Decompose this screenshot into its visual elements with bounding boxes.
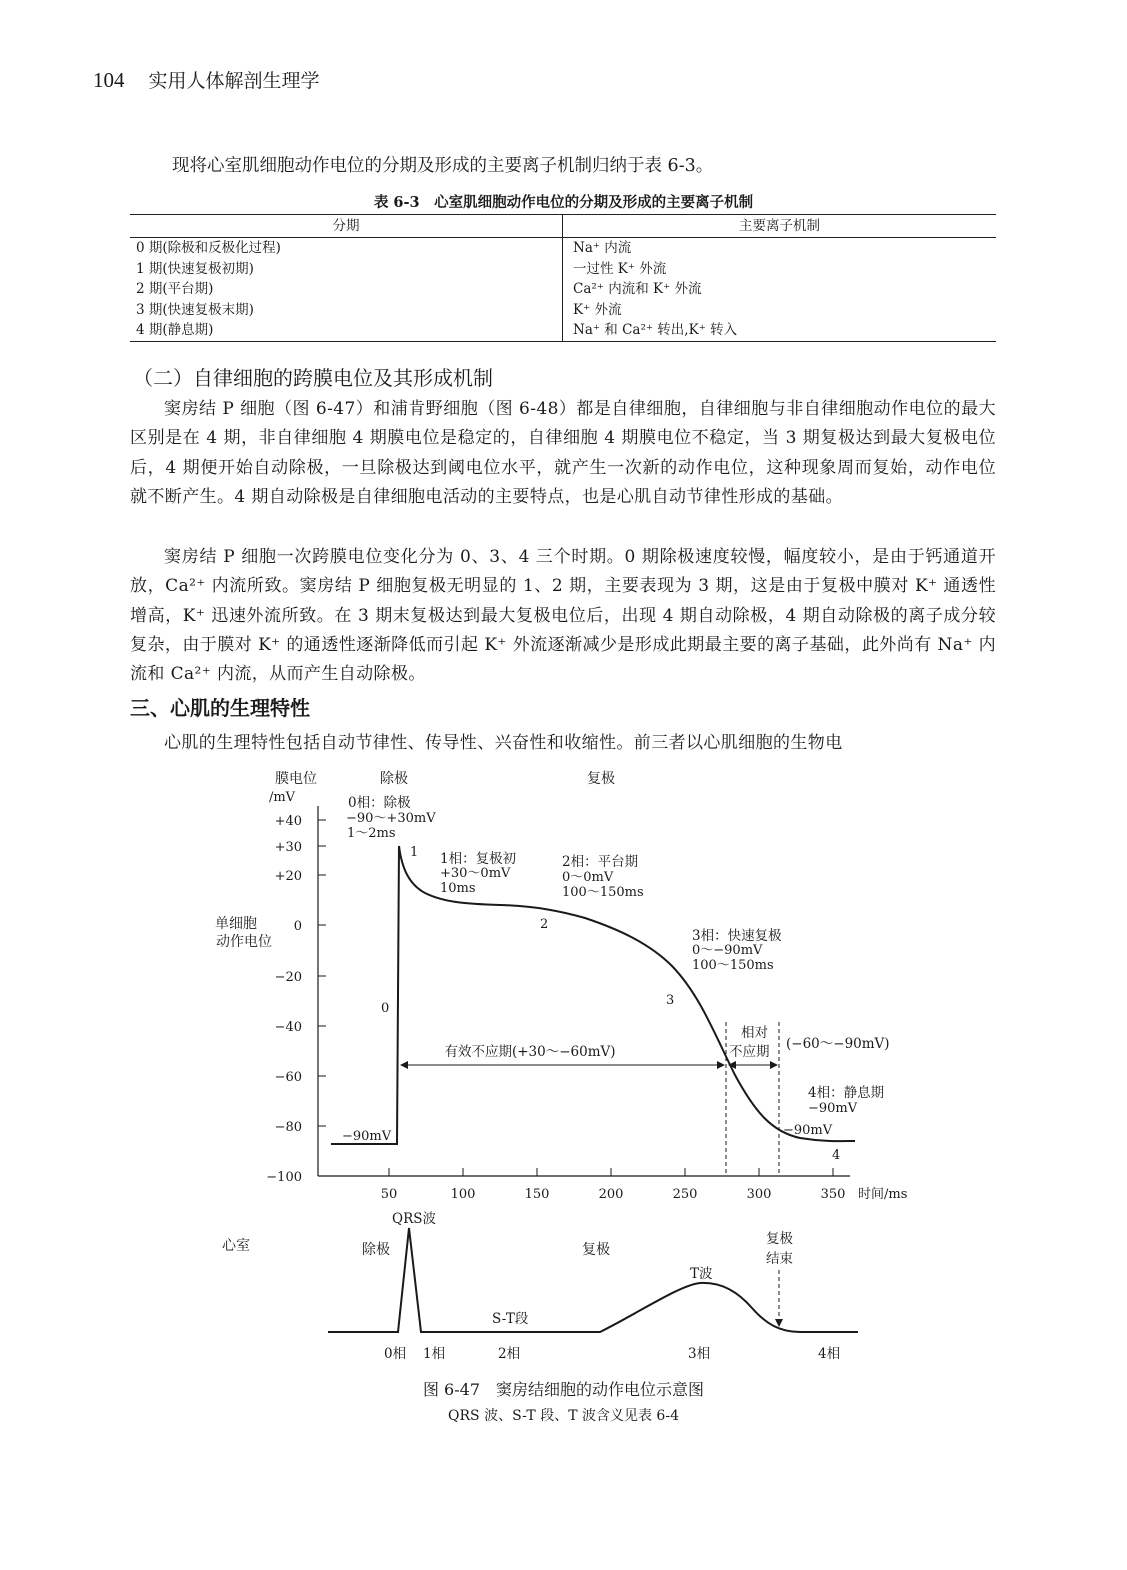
- x-tick-label: 250: [672, 1187, 698, 1202]
- erp-label: 有效不应期(+30～−60mV): [444, 1044, 616, 1060]
- y-tick-label: −40: [274, 1020, 302, 1035]
- phase4-title: 4相：静息期: [808, 1085, 885, 1101]
- body-paragraph: 窦房结 P 细胞（图 6-47）和浦肯野细胞（图 6-48）都是自律细胞，自律细胞与非自律细胞动作电位的最大区别是在 4 期，非自律细胞 4 期膜电位是稳定的，自律细胞 4 期膜电位不稳定，当 3 期复极达到最大复极电位后，4 期便开始自动除极，一旦除极达到阈电位水平，就产生一次新的动作电位，这种现象周而复始，动作电位就不断产生。4 期自动除极是自律细胞电活动的主要特点，也是心肌自动节律性形成的基础。: [130, 399, 996, 507]
- curve-number: 1: [410, 845, 419, 860]
- y-ticks: [266, 814, 326, 1185]
- ecg-depol-label: 除极: [362, 1242, 390, 1258]
- x-tick-label: 200: [598, 1187, 624, 1202]
- phase3-time: 100～150ms: [692, 958, 774, 973]
- y-axis-label: 膜电位: [275, 771, 317, 787]
- y-tick-label: −60: [274, 1070, 302, 1085]
- table-caption: 表 6-3 心室肌细胞动作电位的分期及形成的主要离子机制: [373, 194, 754, 211]
- body-paragraph: 窦房结 P 细胞一次跨膜电位变化分为 0、3、4 三个时期。0 期除极速度较慢，幅度较小，是由于钙通道开放，Ca²⁺ 内流所致。窦房结 P 细胞复极无明显的 1、2 期，主要表现为 3 期，这是由于复极中膜对 K⁺ 通透性增高，K⁺ 迅速外流所致。在 3 期末复极达到最大复极电位后，出现 4 期自动除极，4 期自动除极的离子成分较复杂，由于膜对 K⁺ 的通透性逐渐降低而引起 K⁺ 外流逐渐减少是形成此期最主要的离子基础，此外尚有 Na⁺ 内流和 Ca²⁺ 内流，从而产生自动除极。: [130, 547, 996, 685]
- resting-potential-label: −90mV: [783, 1123, 833, 1138]
- y-tick-label: +30: [274, 840, 302, 855]
- phase1-time: 10ms: [440, 881, 476, 896]
- section-heading-autorhythmic: （二）自律细胞的跨膜电位及其形成机制: [133, 366, 493, 390]
- table-cell: 一过性 K⁺ 外流: [563, 259, 997, 280]
- x-ticks: [381, 1168, 908, 1202]
- ecg-ventricle-label: 心室: [222, 1238, 250, 1254]
- x-tick-label: 50: [380, 1187, 398, 1202]
- section-heading-properties: 三、心肌的生理特性: [130, 696, 310, 720]
- page-number: 104: [93, 68, 125, 92]
- st-segment-label: S-T段: [492, 1311, 529, 1327]
- curve-number: 0: [381, 1001, 390, 1016]
- table-cell: 3 期(快速复极末期): [136, 301, 254, 318]
- body-paragraph: 心肌的生理特性包括自动节律性、传导性、兴奋性和收缩性。前三者以心肌细胞的生物电: [164, 733, 843, 753]
- ecg-phase-label: 2相: [498, 1346, 521, 1362]
- y-tick-label: +40: [274, 814, 302, 829]
- x-tick-label: 150: [524, 1187, 550, 1202]
- ecg-phase-label: 4相: [818, 1346, 841, 1362]
- x-axis-unit: 时间/ms: [858, 1187, 908, 1202]
- figure-caption: 图 6-47 窦房结细胞的动作电位示意图: [422, 1380, 705, 1399]
- figure-note: QRS 波、S-T 段、T 波含义见表 6-4: [448, 1408, 679, 1424]
- phase0-range: −90～+30mV: [346, 811, 436, 826]
- table-cell: 0 期(除极和反极化过程): [136, 240, 281, 256]
- intro-paragraph: 现将心室肌细胞动作电位的分期及形成的主要离子机制归纳于表 6-3。: [172, 156, 714, 176]
- repol-end-label: 结束: [766, 1251, 793, 1267]
- top-label-repol: 复极: [587, 771, 615, 787]
- y-tick-label: 0: [293, 919, 302, 934]
- x-tick-label: 300: [746, 1187, 772, 1202]
- table-cell: Na⁺ 内流: [563, 238, 997, 259]
- table-cell: 2 期(平台期): [136, 281, 214, 297]
- ecg-repol-label: 复极: [582, 1242, 610, 1258]
- rrp-label: 不应期: [729, 1044, 770, 1060]
- ecg-phase-label: 1相: [423, 1346, 446, 1362]
- table-header-phase: 分期: [130, 215, 563, 238]
- table-header-mechanism: 主要离子机制: [563, 215, 997, 238]
- x-tick-label: 100: [450, 1187, 476, 1202]
- t-wave-label: T波: [690, 1266, 713, 1282]
- y-tick-label: −20: [274, 970, 302, 985]
- repol-end-label: 复极: [766, 1231, 793, 1247]
- table-cell: Ca²⁺ 内流和 K⁺ 外流: [563, 279, 997, 300]
- ecg-phase-label: 3相: [688, 1346, 711, 1362]
- phase0-title: 0相：除极: [348, 795, 411, 811]
- curve-number: 4: [832, 1148, 841, 1163]
- side-label: 动作电位: [216, 934, 272, 950]
- table-cell: 4 期(静息期): [130, 320, 563, 341]
- table-cell: K⁺ 外流: [563, 300, 997, 321]
- y-tick-label: −80: [274, 1120, 302, 1135]
- book-title: 实用人体解剖生理学: [148, 70, 320, 92]
- y-tick-label: +20: [274, 869, 302, 884]
- phase2-title: 2相：平台期: [562, 854, 639, 870]
- rrp-range: (−60～−90mV): [786, 1036, 890, 1052]
- phase1-range: +30～0mV: [440, 866, 511, 881]
- phase4-range: −90mV: [808, 1101, 858, 1116]
- curve-number: 3: [666, 993, 675, 1008]
- table-cell: Na⁺ 和 Ca²⁺ 转出,K⁺ 转入: [563, 320, 997, 341]
- rrp-label: 相对: [741, 1025, 768, 1041]
- curve-number: 2: [540, 917, 549, 932]
- phase0-time: 1～2ms: [347, 826, 396, 841]
- phase3-title: 3相：快速复极: [692, 928, 782, 944]
- phase2-range: 0～0mV: [562, 870, 614, 885]
- phase2-time: 100～150ms: [562, 885, 644, 900]
- phase1-title: 1相：复极初: [440, 851, 517, 867]
- qrs-label: QRS波: [392, 1211, 436, 1227]
- ecg-phase-label: 0相: [384, 1346, 407, 1362]
- top-label-depol: 除极: [380, 771, 408, 787]
- phase3-range: 0～−90mV: [692, 943, 763, 958]
- y-axis-unit: /mV: [268, 790, 296, 805]
- side-label: 单细胞: [215, 916, 257, 932]
- y-tick-label: −100: [266, 1170, 302, 1185]
- table-cell: 1 期(快速复极初期): [136, 260, 254, 277]
- x-tick-label: 350: [820, 1187, 846, 1202]
- resting-potential-label: −90mV: [342, 1129, 392, 1144]
